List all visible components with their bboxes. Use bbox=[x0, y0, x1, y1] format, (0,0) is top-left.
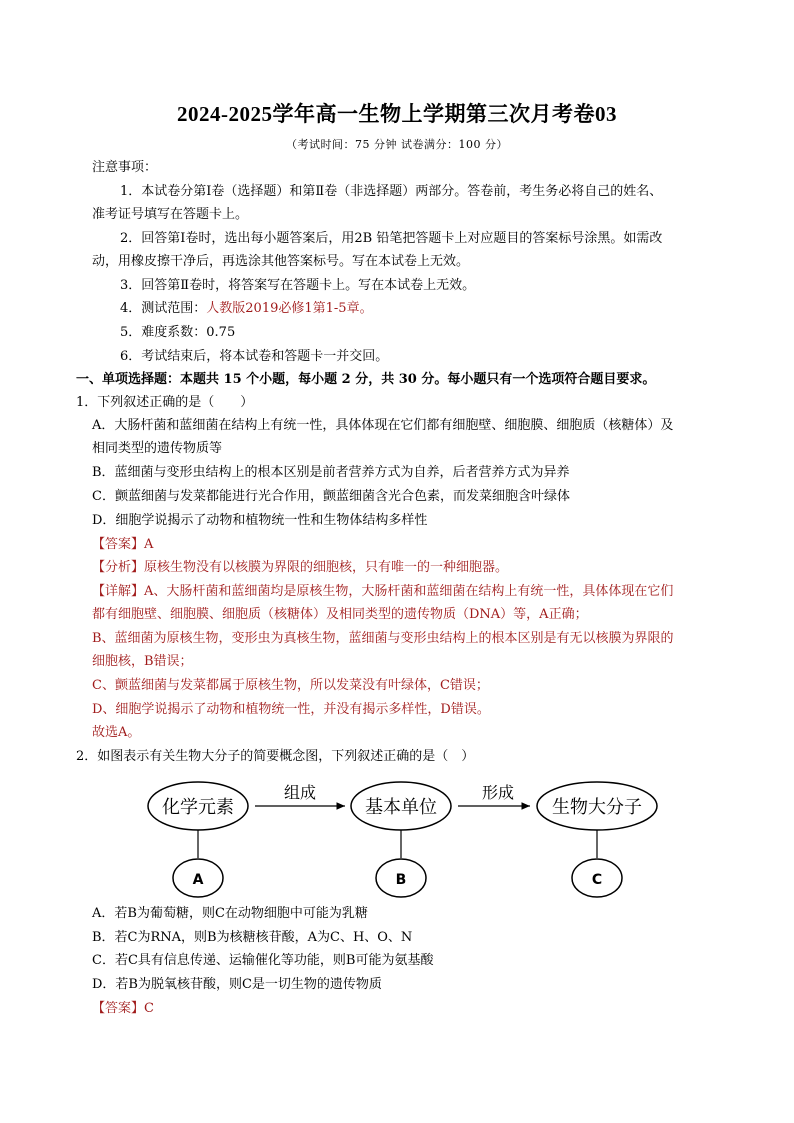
arrow-form-label: 形成 bbox=[481, 783, 515, 802]
q1-detail-line4: 细胞核，B错误； bbox=[92, 654, 193, 669]
q1-conclusion: 故选A。 bbox=[92, 725, 141, 740]
notice-item4-prefix: 4．测试范围： bbox=[120, 301, 207, 316]
notice-item5: 5．难度系数：0.75 bbox=[120, 325, 236, 340]
q1-option-a-line1: A．大肠杆菌和蓝细菌在结构上有统一性，具体体现在它们都有细胞壁、细胞膜、细胞质（核糖体）及 bbox=[92, 418, 674, 433]
q1-detail-line6: D、细胞学说揭示了动物和植物统一性，并没有揭示多样性，D错误。 bbox=[92, 702, 490, 717]
notice-item2-line1: 2．回答第Ⅰ卷时，选出每小题答案后，用2B 铅笔把答题卡上对应题目的答案标号涂黑。如需改 bbox=[120, 231, 663, 246]
concept-diagram bbox=[140, 772, 680, 902]
q1-detail-line2: 都有细胞壁、细胞膜、细胞质（核糖体）及相同类型的遗传物质（DNA）等，A正确； bbox=[92, 607, 588, 622]
node-b-label: B bbox=[395, 872, 407, 888]
notice-item1-line1: 1．本试卷分第Ⅰ卷（选择题）和第Ⅱ卷（非选择题）两部分。答卷前，考生务必将自己的姓名、 bbox=[120, 184, 663, 199]
q2-stem: 2．如图表示有关生物大分子的简要概念图，下列叙述正确的是（ ） bbox=[76, 749, 475, 764]
q1-option-a-line2: 相同类型的遗传物质等 bbox=[92, 441, 223, 456]
q1-option-b: B．蓝细菌与变形虫结构上的根本区别是前者营养方式为自养，后者营养方式为异养 bbox=[92, 465, 570, 480]
notice-item6: 6．考试结束后，将本试卷和答题卡一并交回。 bbox=[120, 349, 389, 364]
q2-option-a: A．若B为葡萄糖，则C在动物细胞中可能为乳糖 bbox=[92, 906, 368, 921]
q1-analysis: 【分析】原核生物没有以核膜为界限的细胞核，只有唯一的一种细胞器。 bbox=[92, 560, 509, 575]
arrow-compose-label: 组成 bbox=[283, 783, 317, 802]
node-macromolecule-label: 生物大分子 bbox=[552, 797, 642, 818]
q1-detail-line3: B、蓝细菌为原核生物，变形虫为真核生物，蓝细菌与变形虫结构上的根本区别是有无以核膜为界限的 bbox=[92, 631, 674, 646]
exam-subtitle: （考试时间：75 分钟 试卷满分：100 分） bbox=[286, 138, 508, 151]
q2-option-c: C．若C具有信息传递、运输催化等功能，则B可能为氨基酸 bbox=[92, 953, 434, 968]
notice-item4-value: 人教版2019必修1第1-5章。 bbox=[206, 301, 373, 316]
node-units-label: 基本单位 bbox=[365, 797, 437, 818]
section1-heading: 一、单项选择题：本题共 15 个小题，每小题 2 分，共 30 分。每小题只有一个选项符合题目要求。 bbox=[76, 372, 656, 387]
q1-answer: 【答案】A bbox=[92, 537, 154, 552]
node-c-label: C bbox=[591, 872, 603, 888]
q2-option-d: D．若B为脱氧核苷酸，则C是一切生物的遗传物质 bbox=[92, 977, 382, 992]
q1-option-c: C．颤蓝细菌与发菜都能进行光合作用，颤蓝细菌含光合色素，而发菜细胞含叶绿体 bbox=[92, 489, 570, 504]
notice-item2-line2: 动，用橡皮擦干净后，再选涂其他答案标号。写在本试卷上无效。 bbox=[92, 254, 470, 269]
notice-item4 bbox=[120, 299, 373, 319]
q1-option-d: D．细胞学说揭示了动物和植物统一性和生物体结构多样性 bbox=[92, 513, 428, 528]
notice-item3: 3．回答第Ⅱ卷时，将答案写在答题卡上。写在本试卷上无效。 bbox=[120, 278, 476, 293]
exam-title: 2024-2025学年高一生物上学期第三次月考卷03 bbox=[177, 102, 617, 126]
notice-heading: 注意事项： bbox=[92, 160, 158, 175]
notice-item1-line2: 准考证号填写在答题卡上。 bbox=[92, 207, 249, 222]
q1-stem: 1．下列叙述正确的是（ ） bbox=[76, 395, 254, 410]
q1-detail-line1: 【详解】A、大肠杆菌和蓝细菌均是原核生物，大肠杆菌和蓝细菌在结构上有统一性，具体体现在它们 bbox=[92, 584, 674, 599]
q1-detail-line5: C、颤蓝细菌与发菜都属于原核生物，所以发菜没有叶绿体，C错误； bbox=[92, 678, 489, 693]
q2-answer: 【答案】C bbox=[92, 1001, 154, 1016]
q2-option-b: B．若C为RNA，则B为核糖核苷酸，A为C、H、O、N bbox=[92, 930, 413, 945]
node-elements-label: 化学元素 bbox=[162, 797, 234, 818]
node-a-label: A bbox=[192, 872, 204, 888]
